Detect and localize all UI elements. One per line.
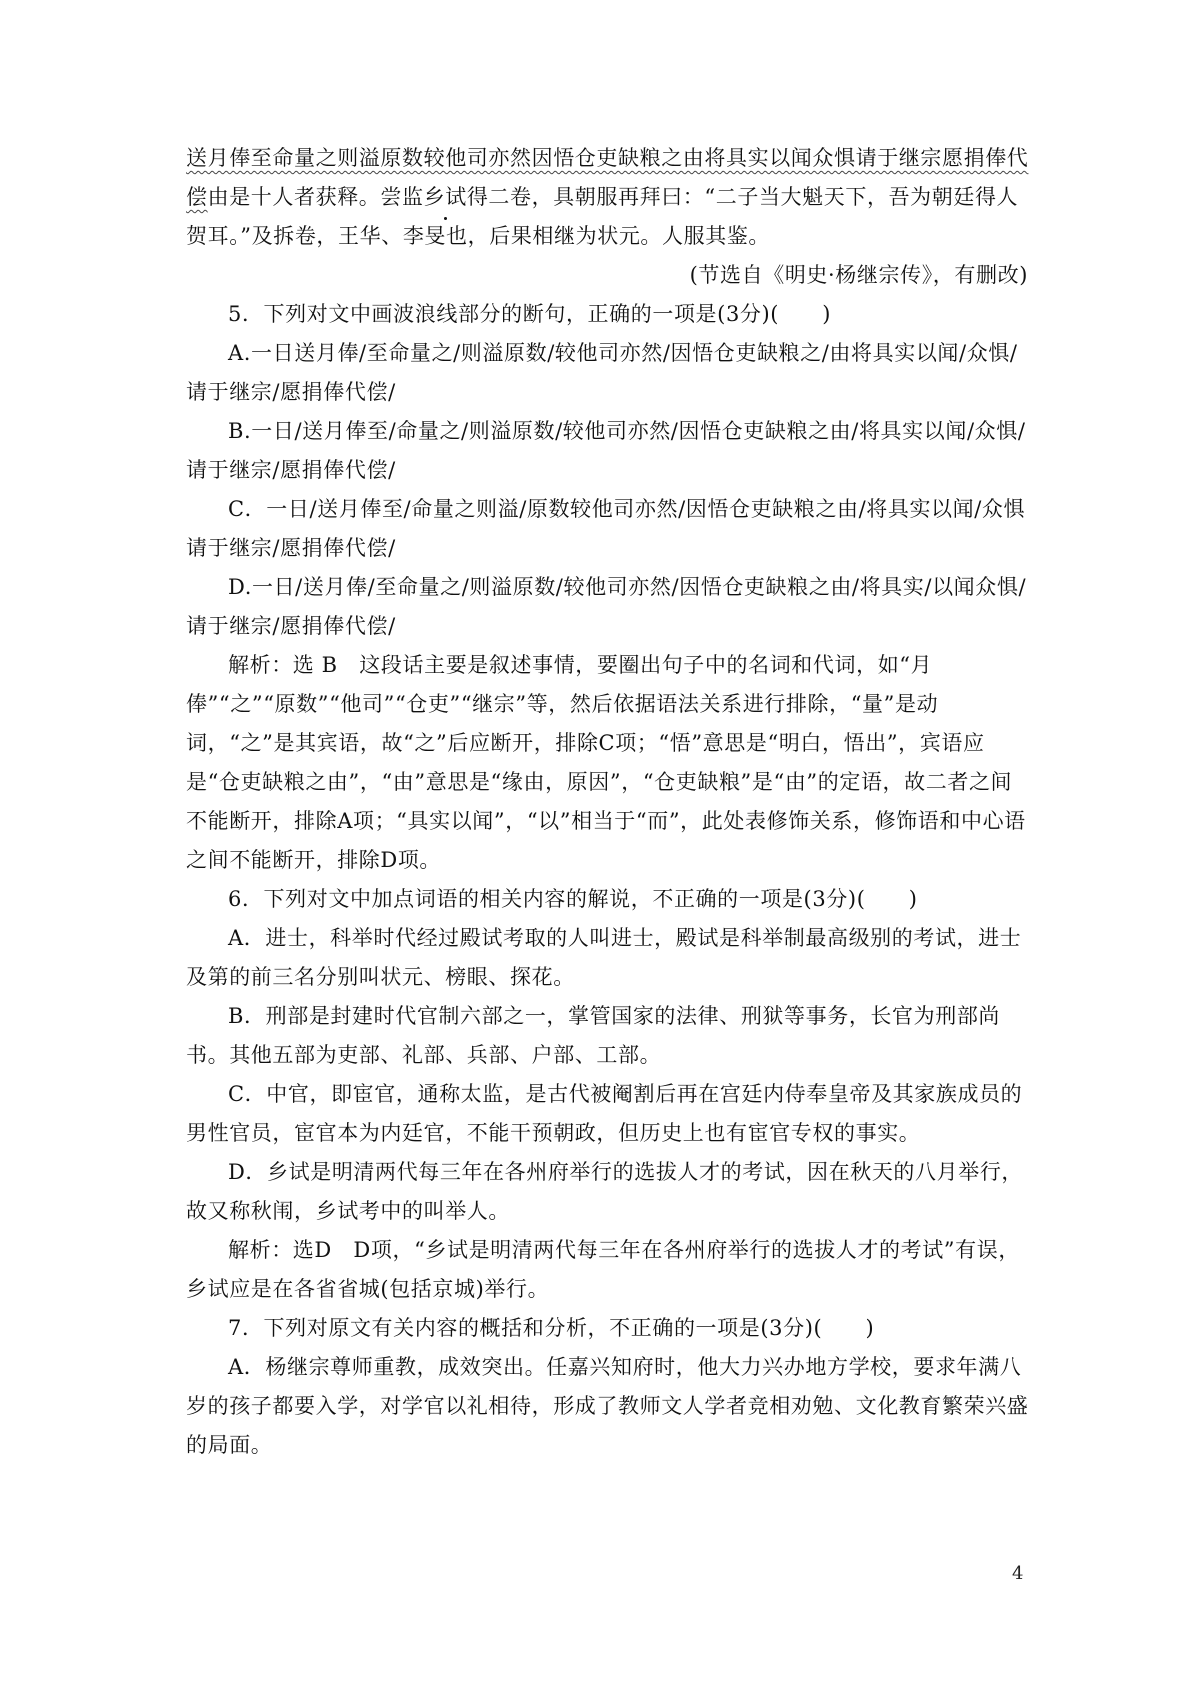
- question-6-analysis: 解析：选D D项，“乡试是明清两代每三年在各州府举行的选拔人才的考试”有误，乡试应是在各省省城(包括京城)举行。: [186, 1238, 1020, 1301]
- question-5-option-a: A.一日送月俸/至命量之/则溢原数/较他司亦然/因悟仓吏缺粮之/由将具实以闻/众惧/请于继宗/愿捐俸代偿/: [186, 341, 1018, 404]
- passage-paragraph: [186, 139, 1032, 256]
- question-5-option-d: D.一日/送月俸/至命量之/则溢原数/较他司亦然/因悟仓吏缺粮之由/将具实/以闻众惧/请于继宗/愿捐俸代偿/: [186, 575, 1027, 638]
- question-6-option-a: A．进士，科举时代经过殿试考取的人叫进士，殿试是科举制最高级别的考试，进士及第的前三名分别叫状元、榜眼、探花。: [186, 926, 1022, 989]
- page-number: 4: [1012, 1563, 1024, 1584]
- question-6-option-b: B．刑部是封建时代官制六部之一，掌管国家的法律、刑狱等事务，长官为刑部尚书。其他五部为吏部、礼部、兵部、户部、工部。: [186, 1004, 1001, 1067]
- passage-text: 由是十人者获释。尝监: [207, 185, 424, 209]
- question-7-option-a: A．杨继宗尊师重教，成效突出。任嘉兴知府时，他大力兴办地方学校，要求年满八岁的孩子都要入学，对学官以礼相待，形成了教师文人学者竞相劝勉、文化教育繁荣兴盛的局面。: [186, 1355, 1029, 1457]
- dotted-emphasis-word: 乡试: [424, 178, 467, 217]
- question-5-analysis: 解析：选 B 这段话主要是叙述事情，要圈出句子中的名词和代词，如“月俸”“之”“原数”“他司”“仓吏”“继宗”等，然后依据语法关系进行排除，“量”是动词，“之”是其宾语，故“之”后应断开，排除C项；“悟”意思是“明白，悟出”，宾语应是“仓吏缺粮之由”，“由”意思是“缘由，原因”，“仓吏缺粮”是“由”的定语，故二者之间不能断开，排除A项；“具实以闻”，“以”相当于“而”，此处表修饰关系，修饰语和中心语之间不能断开，排除D项。: [186, 653, 1026, 872]
- question-6-stem: 6．下列对文中加点词语的相关内容的解说，不正确的一项是(3分)( ): [228, 887, 918, 911]
- question-7-stem: 7．下列对原文有关内容的概括和分析，不正确的一项是(3分)( ): [228, 1316, 875, 1340]
- question-5-option-b: B.一日/送月俸至/命量之/则溢原数/较他司亦然/因悟仓吏缺粮之由/将具实以闻/众惧/请于继宗/愿捐俸代偿/: [186, 419, 1026, 482]
- question-6-option-c: C．中官，即宦官，通称太监，是古代被阉割后再在宫廷内侍奉皇帝及其家族成员的男性官员，宦官本为内廷官，不能干预朝政，但历史上也有宦官专权的事实。: [186, 1082, 1023, 1145]
- question-5-option-c: C．一日/送月俸至/命量之则溢/原数较他司亦然/因悟仓吏缺粮之由/将具实以闻/众惧请于继宗/愿捐俸代偿/: [186, 497, 1026, 560]
- wavy-underlined-text-end: 偿: [186, 185, 208, 209]
- passage-source: (节选自《明史·杨继宗传》，有删改): [689, 263, 1028, 287]
- question-5-stem: 5．下列对文中画波浪线部分的断句，正确的一项是(3分)( ): [228, 302, 832, 326]
- page-content: [186, 139, 1032, 1465]
- question-6-option-d: D．乡试是明清两代每三年在各州府举行的选拔人才的考试，因在秋天的八月举行，故又称秋闱，乡试考中的叫举人。: [186, 1160, 1024, 1223]
- passage-text-rest: 得二卷，具朝服再拜曰：“二子当大魁天下，吾为朝廷得人贺耳。”及拆卷，王华、李旻也，后果相继为状元。人服其鉴。: [186, 185, 1019, 248]
- wavy-underlined-text: 送月俸至命量之则溢原数较他司亦然因悟仓吏缺粮之由将具实以闻众惧请于继宗愿捐俸代: [186, 146, 1029, 170]
